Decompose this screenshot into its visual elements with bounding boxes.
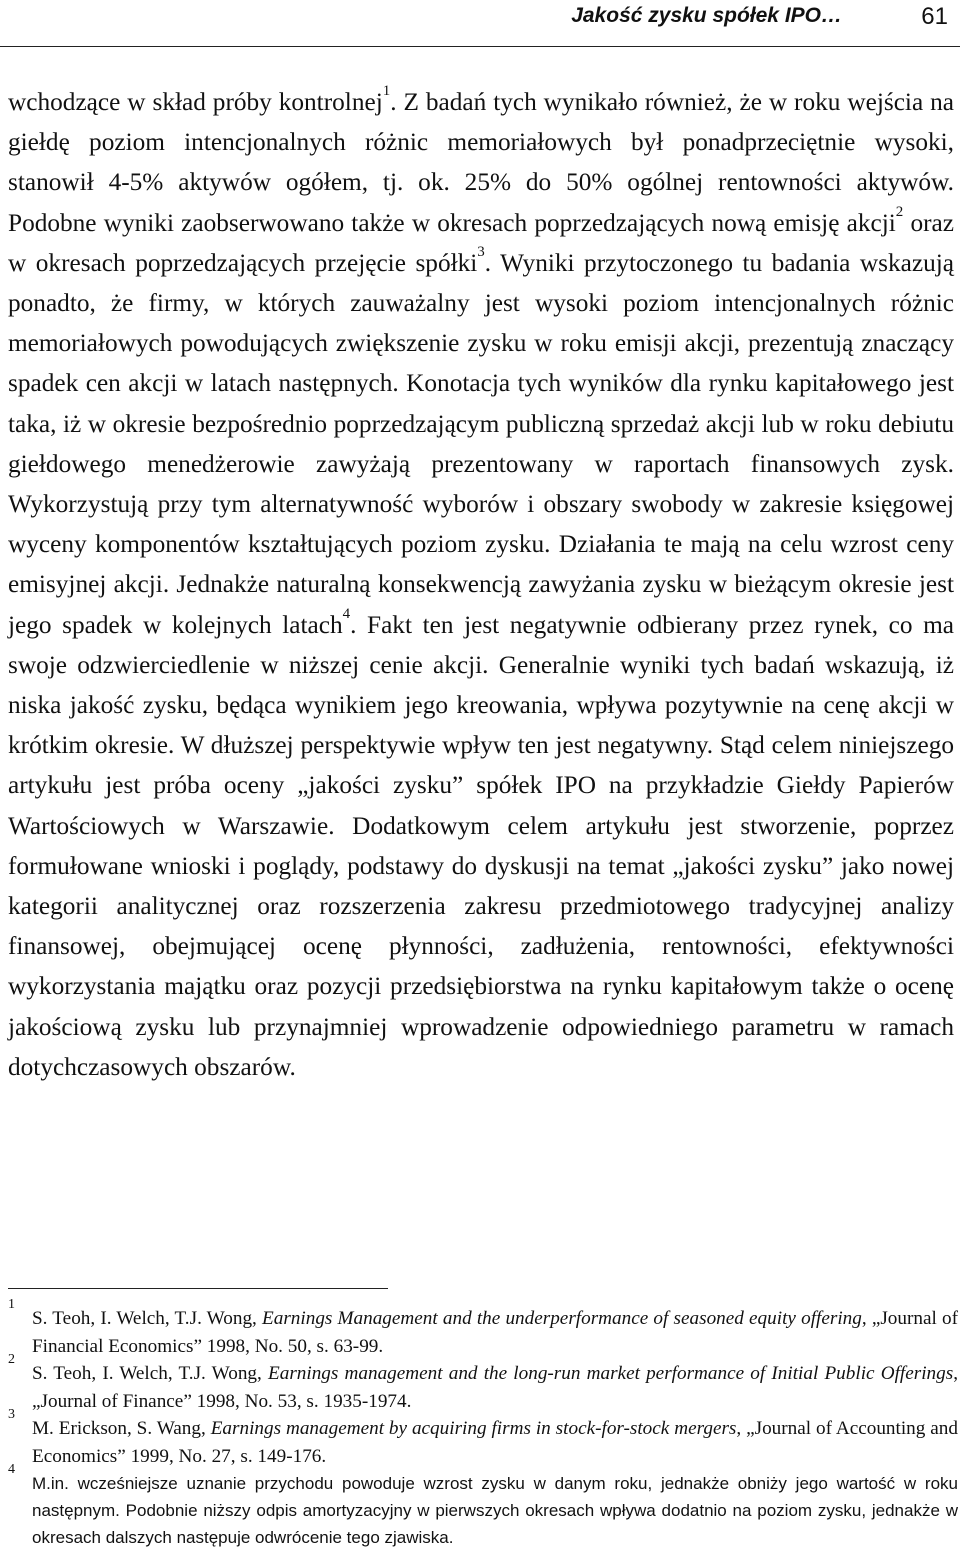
footnote-number: 3 bbox=[8, 1407, 15, 1422]
footnote-authors: S. Teoh, I. Welch, T.J. Wong, bbox=[32, 1363, 268, 1384]
footnote-authors: S. Teoh, I. Welch, T.J. Wong, bbox=[32, 1308, 263, 1329]
footnote-4 bbox=[8, 1462, 958, 1551]
footnote-source: , „Journal of Financial Economics” 1998, No. 50, s. 63-99. bbox=[32, 1308, 958, 1357]
footnote-reference[interactable]: 1 bbox=[382, 83, 391, 99]
footnotes-section bbox=[8, 1297, 958, 1551]
body-text-segment: . Fakt ten jest negatywnie odbierany przez rynek, co ma swoje odzwierciedlenie w niższej cenie akcji. Generalnie wyniki tych badań wskazują, iż niska jakość zysku, będąca wynikiem jego kreowania, wpływa pozytywnie na cenę akcji w krótkim okresie. W dłuższej perspektywie wpływ ten jest negatywny. Stąd celem niniejszego artykułu jest próba oceny „jakości zysku” spółek IPO na przykładzie Giełdy Papierów Wartościowych w Warszawie. Dodatkowym celem artykułu jest stworzenie, poprzez formułowane wnioski i poglądy, podstawy do dyskusji na temat „jakości zysku” jako nowej kategorii analitycznej oraz rozszerzenia zakresu przedmiotowego tradycyjnej analizy finansowej, obejmującej ocenę płynności, zadłużenia, rentowności, efektywności wykorzystania majątku oraz pozycji przedsiębiorstwa na rynku kapitałowym także o ocenę jakościową zysku lub przynajmniej wprowadzenie odpowiedniego parametru w ramach dotychczasowych obszarów. bbox=[8, 610, 954, 1081]
footnote-1 bbox=[8, 1297, 958, 1360]
running-header bbox=[0, 0, 960, 47]
footnote-title: Earnings Management and the underperformance of seasoned equity offering bbox=[262, 1308, 862, 1329]
footnote-2 bbox=[8, 1352, 958, 1415]
footnote-title: Earnings management by acquiring firms in stock-for-stock mergers bbox=[210, 1418, 737, 1439]
body-text-segment: . Wyniki przytoczonego tu badania wskazują ponadto, że firmy, w których zauważalny jest wysoki poziom intencjonalnych różnic memoriałowych powodujących zwiększenie zysku w roku emisji akcji, prezentują znaczący spadek cen akcji w latach następnych. Konotacja tych wyników dla rynku kapitałowego jest taka, iż w okresie bezpośrednio poprzedzającym publiczną sprzedaż akcji lub w roku debiutu giełdowego menedżerowie zawyżają prezentowany w raportach finansowych zysk. Wykorzystują przy tym alternatywność wyborów i obszary swobody w zakresie księgowej wyceny komponentów kształtujących poziom zysku. Działania te mają na celu wzrost ceny emisyjnej akcji. Jednakże naturalną konsekwencją zawyżania zysku w bieżącym okresie jest jego spadek w kolejnych latach bbox=[8, 248, 954, 639]
footnote-text: M.in. wcześniejsze uznanie przychodu powoduje wzrost zysku w danym roku, jednakże obniży jego wartość w roku następnym. Podobnie niższy odpis amortyzacyjny w pierwszych okresach wpływa dodatnio na poziom zysku, jednakże w okresach dalszych następuje odwrócenie tego zjawiska. bbox=[32, 1474, 958, 1547]
footnote-separator bbox=[8, 1288, 388, 1289]
footnote-reference[interactable]: 2 bbox=[895, 203, 904, 220]
footnote-title: Earnings management and the long-run market performance of Initial Public Offerings bbox=[268, 1363, 954, 1384]
running-title: Jakość zysku spółek IPO… bbox=[571, 4, 842, 27]
body-text-segment: . Z badań tych wynikało również, że w roku wejścia na giełdę poziom intencjonalnych różnic memoriałowych był ponadprzeciętnie wysoki, stanowił 4-5% aktywów ogółem, tj. ok. 25% do 50% ogólnej rentowności aktywów. Podobne wyniki zaobserwowano także w okresach poprzedzających nową emisję akcji bbox=[8, 88, 954, 237]
footnote-number: 1 bbox=[8, 1297, 15, 1312]
footnote-3 bbox=[8, 1407, 958, 1470]
footnote-reference[interactable]: 3 bbox=[477, 243, 485, 260]
footnote-number: 2 bbox=[8, 1352, 15, 1367]
footnote-number: 4 bbox=[8, 1462, 15, 1477]
footnote-source: , „Journal of Accounting and Economics” 1999, No. 27, s. 149-176. bbox=[32, 1418, 958, 1467]
body-text-segment: wchodzące w skład próby kontrolnej bbox=[8, 88, 383, 116]
page-number: 61 bbox=[921, 3, 948, 30]
body-text-segment: oraz w okresach poprzedzających przejęcie spółki bbox=[8, 208, 954, 277]
body-paragraph bbox=[8, 82, 954, 1087]
footnote-reference[interactable]: 4 bbox=[342, 605, 351, 622]
footnote-authors: M. Erickson, S. Wang, bbox=[32, 1418, 211, 1439]
footnote-source: , „Journal of Finance” 1998, No. 53, s. 1935-1974. bbox=[32, 1363, 958, 1412]
